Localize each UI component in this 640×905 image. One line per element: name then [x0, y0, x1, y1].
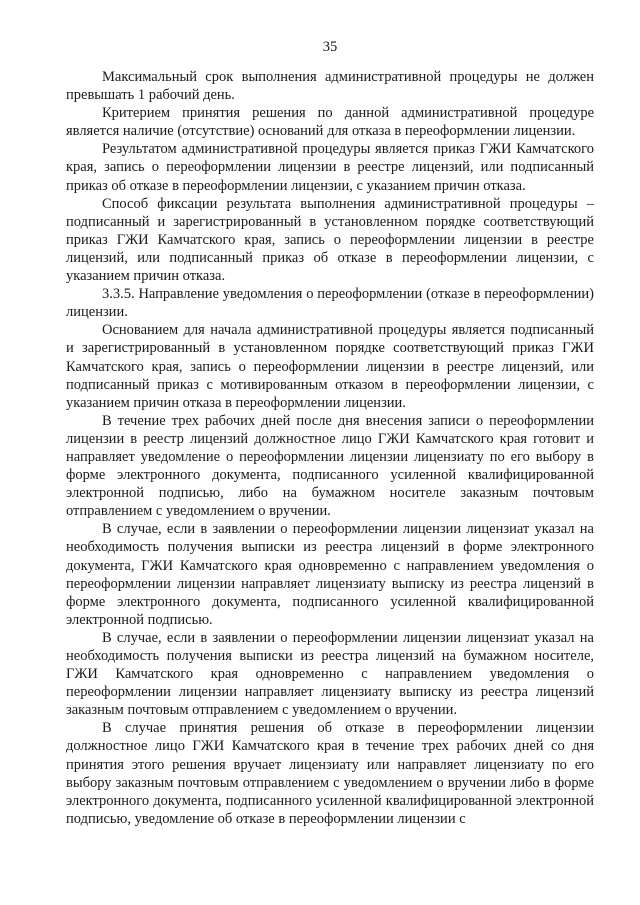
paragraph-notification-term: В течение трех рабочих дней после дня внесения записи о переоформлении лицензии в реестр лицензий должностное лицо ГЖИ Камчатского края готовит и направляет уведомление о переоформлении лицензии лицензиату по его выбору в форме электронного документа, подписанного усиленной квалифицированной электронной подписью, либо на бумажном носителе заказным почтовым отправлением с уведомлением о вручении. [66, 412, 594, 520]
paragraph-refusal-notice: В случае принятия решения об отказе в переоформлении лицензии должностное лицо ГЖИ Камчатского края в течение трех рабочих дней со дня принятия этого решения вручает лицензиату или направляет лицензиату по его выбору заказным почтовым отправлением с уведомлением о вручении либо в форме электронного документа, подписанного усиленной квалифицированной электронной подписью, уведомление об отказе в переоформлении лицензии с [66, 720, 594, 827]
paragraph-electronic-extract: В случае, если в заявлении о переоформлении лицензии лицензиат указал на необходимость получения выписки из реестра лицензий в форме электронного документа, ГЖИ Камчатского края одновременно с направлением уведомления о переоформлении лицензии направляет лицензиату выписку из реестра лицензий в форме электронного документа, подписанного усиленной квалифицированной электронной подписью. [66, 521, 594, 628]
paragraph-procedure-result: Результатом административной процедуры является приказ ГЖИ Камчатского края, запись о переоформлении лицензии в реестре лицензий, или подписанный приказ об отказе в переоформлении лицензии, с указанием причин отказа. [66, 141, 594, 194]
paragraph-paper-extract: В случае, если в заявлении о переоформлении лицензии лицензиат указал на необходимость получения выписки из реестра лицензий на бумажном носителе, ГЖИ Камчатского края одновременно с направлением уведомления о переоформлении лицензии направляет лицензиату выписку из реестра лицензий заказным почтовым отправлением с уведомлением о вручении. [66, 629, 594, 719]
page-number: 35 [322, 39, 338, 55]
paragraph-decision-criterion: Критерием принятия решения по данной административной процедуре является наличие (отсутствие) оснований для отказа в переоформлении лицензии. [66, 105, 594, 140]
paragraph-procedure-basis: Основанием для начала административной процедуры является подписанный и зарегистрированный в установленном порядке соответствующий приказ ГЖИ Камчатского края, запись о переоформлении лицензии в реестре лицензий, или подписанный приказ с мотивированным отказом в переоформлении лицензии, с указанием причин отказа в переоформлении лицензии. [66, 322, 594, 411]
paragraph-max-duration: Максимальный срок выполнения административной процедуры не должен превышать 1 рабочий день. [66, 69, 594, 104]
paragraph-result-recording: Способ фиксации результата выполнения административной процедуры – подписанный и зарегистрированный в установленном порядке соответствующий приказ ГЖИ Камчатского края, запись о переоформлении лицензии в реестре лицензий, или подписанный приказ об отказе в переоформлении лицензии, с указанием причин отказа. [66, 195, 594, 285]
section-heading-3-3-5: 3.3.5. Направление уведомления о переоформлении (отказе в переоформлении) лицензии. [66, 286, 594, 321]
